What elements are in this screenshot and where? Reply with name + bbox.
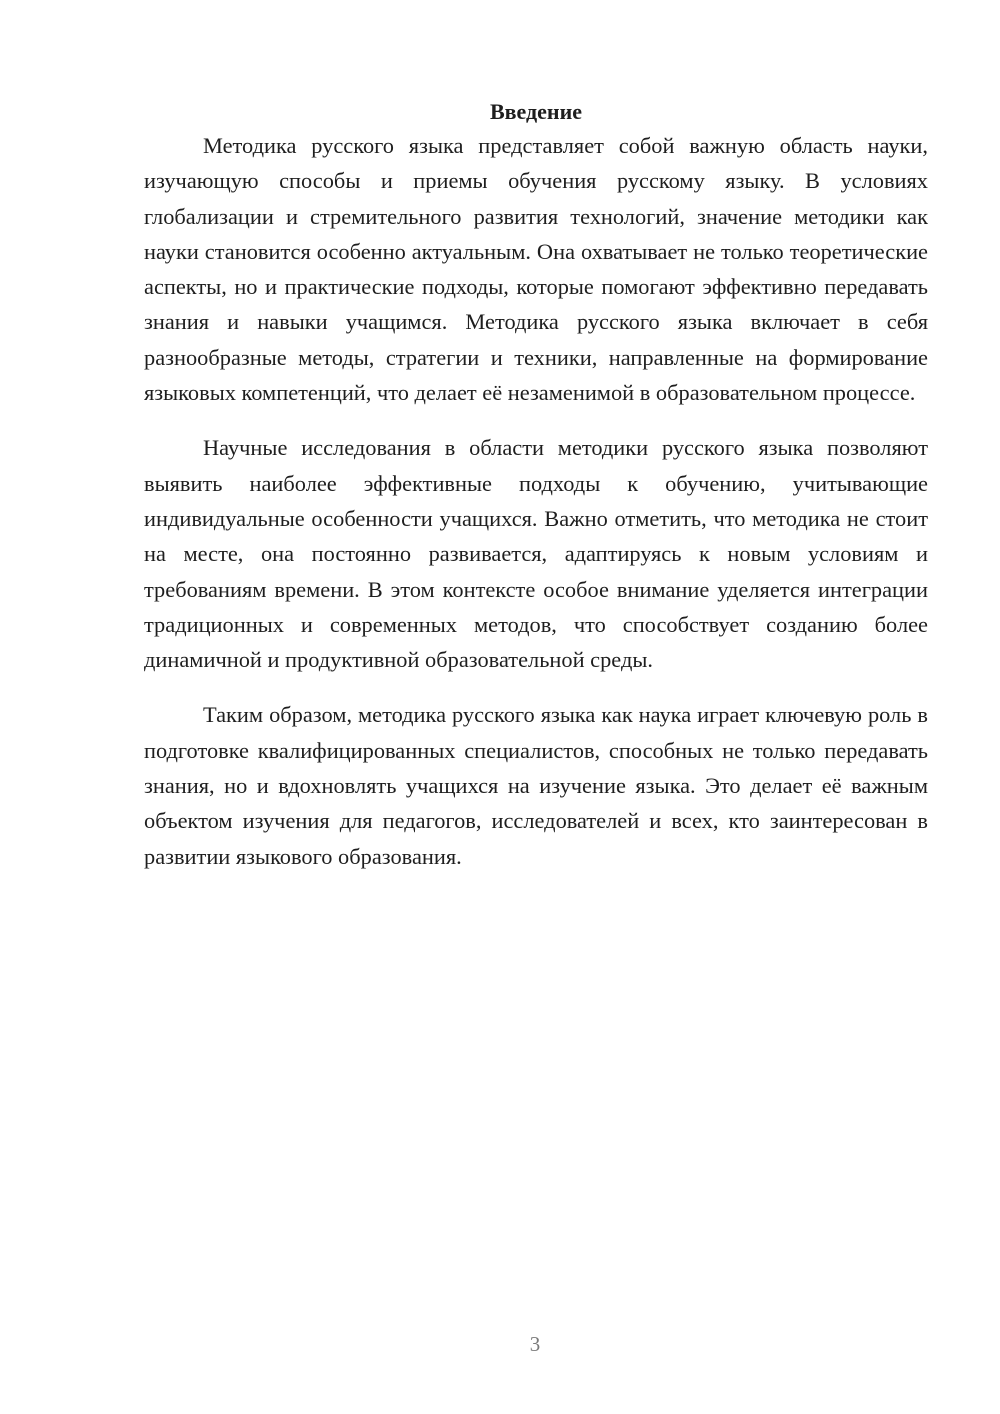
page-number: 3 <box>529 1332 541 1356</box>
page-content <box>144 96 928 894</box>
paragraph-intro: Методика русского языка представляет собой важную область науки, изучающую способы и приемы обучения русскому языку. В условиях глобализации и стремительного развития технологий, значение методики как науки становится особенно актуальным. Она охватывает не только теоретические аспекты, но и практические подходы, которые помогают эффективно передавать знания и навыки учащимся. Методика русского языка включает в себя разнообразные методы, стратегии и техники, направленные на формирование языковых компетенций, что делает её незаменимой в образовательном процессе. <box>144 133 928 406</box>
paragraph-research: Научные исследования в области методики русского языка позволяют выявить наиболее эффективные подходы к обучению, учитывающие индивидуальные особенности учащихся. Важно отметить, что методика не стоит на месте, она постоянно развивается, адаптируясь к новым условиям и требованиям времени. В этом контексте особое внимание уделяется интеграции традиционных и современных методов, что способствует созданию более динамичной и продуктивной образовательной среды. <box>144 435 928 673</box>
paragraph-conclusion: Таким образом, методика русского языка как наука играет ключевую роль в подготовке квалифицированных специалистов, способных не только передавать знания, но и вдохновлять учащихся на изучение языка. Это делает её важным объектом изучения для педагогов, исследователей и всех, кто заинтересован в развитии языкового образования. <box>144 702 928 869</box>
section-heading: Введение <box>489 99 583 124</box>
